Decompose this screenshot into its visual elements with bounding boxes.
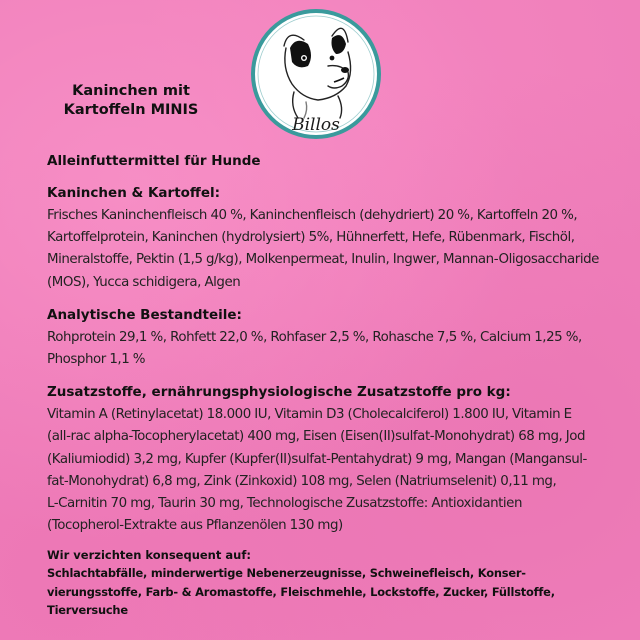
text-line: Vitamin A (Retinylacetat) 18.000 IU, Vitamin D3 (Cholecalciferol) 1.800 IU, Vitamin E xyxy=(47,407,572,423)
text-line: (MOS), Yucca schidigera, Algen xyxy=(47,274,241,290)
product-title-line-1: Kaninchen mit xyxy=(72,83,190,99)
analytical-heading: Analytische Bestandteile: xyxy=(47,306,242,323)
billos-logo xyxy=(248,6,384,142)
text-line: Tierversuche xyxy=(47,603,128,618)
product-title xyxy=(46,82,216,120)
text-line: (Kaliumiodid) 3,2 mg, Kupfer (Kupfer(II)sulfat-Pentahydrat) 9 mg, Mangan (Mangansul- xyxy=(47,451,587,467)
text-line: (Tocopherol-Extrakte aus Pflanzenölen 130 mg) xyxy=(47,518,343,534)
text-line: Phosphor 1,1 % xyxy=(47,352,146,368)
composition-text xyxy=(47,205,607,294)
food-type: Alleinfuttermittel für Hunde xyxy=(47,153,261,169)
analytical-text xyxy=(47,327,607,371)
label-content xyxy=(47,152,607,620)
composition-section xyxy=(47,184,607,294)
exclusions-text xyxy=(47,564,607,620)
analytical-section xyxy=(47,306,607,371)
text-line: Rohprotein 29,1 %, Rohfett 22,0 %, Rohfaser 2,5 %, Rohasche 7,5 %, Calcium 1,25 %, xyxy=(47,329,582,345)
product-title-line-2: Kartoffeln MINIS xyxy=(63,102,199,118)
text-line: L-Carnitin 70 mg, Taurin 30 mg, Technologische Zusatzstoffe: Antioxidantien xyxy=(47,496,523,512)
exclusions-heading: Wir verzichten konsequent auf: xyxy=(47,548,251,563)
composition-heading: Kaninchen & Kartoffel: xyxy=(47,185,221,201)
brand-name: Billos xyxy=(292,115,340,135)
additives-heading: Zusatzstoffe, ernährungsphysiologische Zusatzstoffe pro kg: xyxy=(47,384,511,401)
additives-text xyxy=(47,404,607,537)
text-line: fat-Monohydrat) 6,8 mg, Zink (Zinkoxid) 108 mg, Selen (Natriumselenit) 0,11 mg, xyxy=(47,473,557,489)
text-line: Mineralstoffe, Pektin (1,5 g/kg), Molkenpermeat, Inulin, Ingwer, Mannan-Oligosaccharide xyxy=(47,252,599,268)
additives-section xyxy=(47,383,607,537)
text-line: vierungsstoffe, Farb- & Aromastoffe, Fleischmehle, Lockstoffe, Zucker, Füllstoffe, xyxy=(47,584,555,599)
text-line: Schlachtabfälle, minderwertige Nebenerzeugnisse, Schweinefleisch, Konser- xyxy=(47,566,526,581)
text-line: (all-rac alpha-Tocopherylacetat) 400 mg, Eisen (Eisen(II)sulfat-Monohydrat) 68 mg, Jod xyxy=(47,429,586,445)
exclusions-section xyxy=(47,547,607,620)
text-line: Frisches Kaninchenfleisch 40 %, Kaninchenfleisch (dehydriert) 20 %, Kartoffeln 20 %, xyxy=(47,208,578,223)
text-line: Kartoffelprotein, Kaninchen (hydrolysiert) 5%, Hühnerfett, Hefe, Rübenmark, Fischöl, xyxy=(47,230,575,246)
